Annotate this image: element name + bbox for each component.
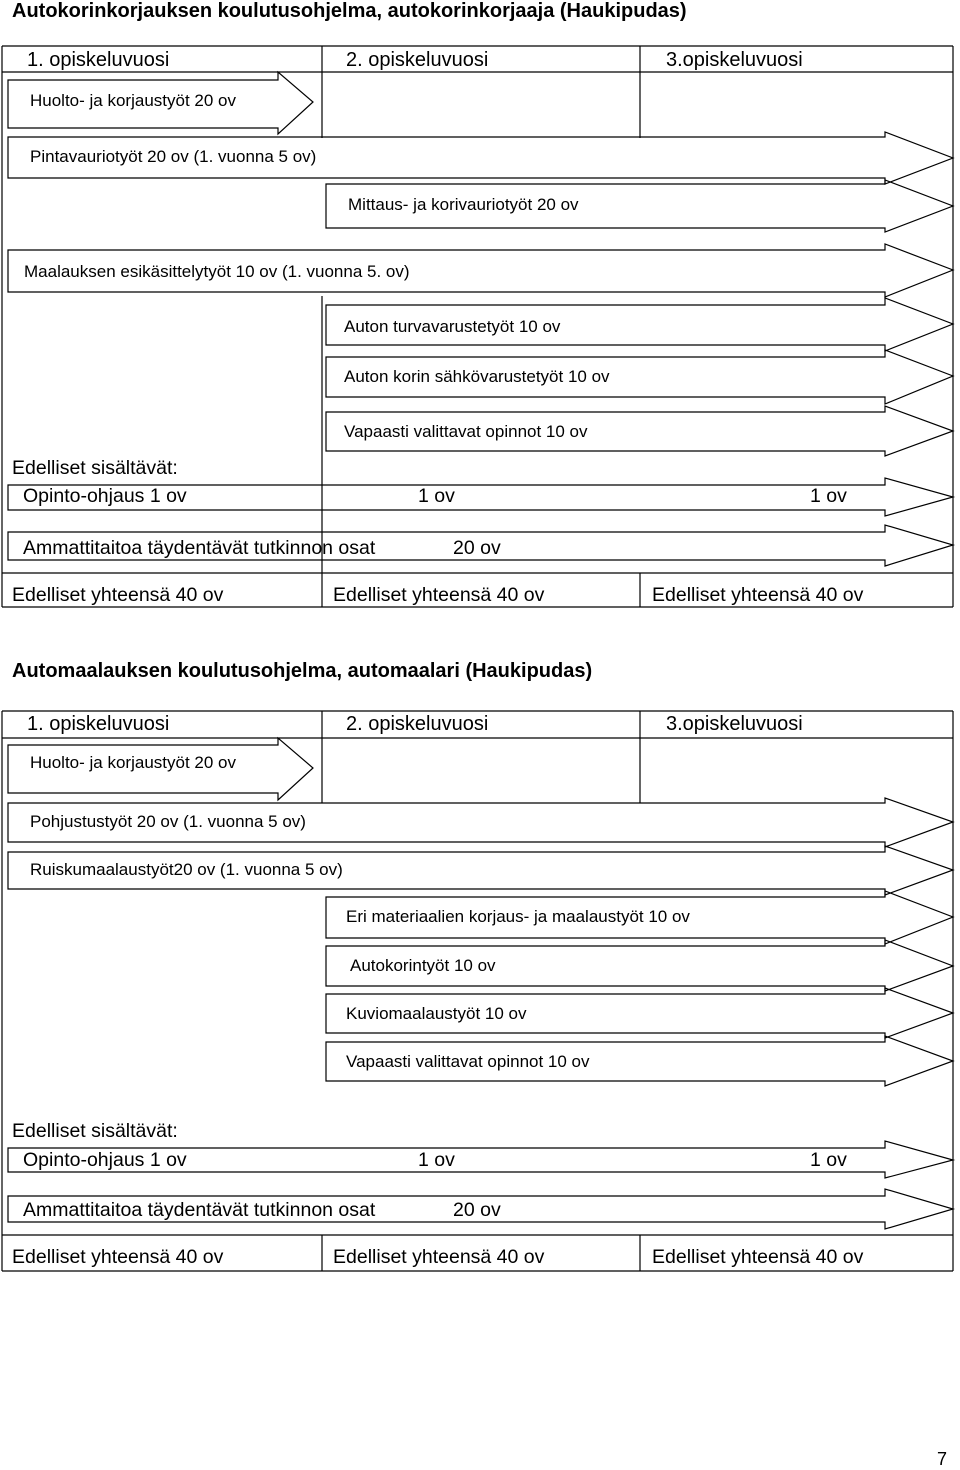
s1-module-mittaus: Mittaus- ja korivauriotyöt 20 ov	[348, 195, 579, 214]
s2-module-autokori: Autokorintyöt 10 ov	[350, 956, 496, 975]
s1-module-huolto: Huolto- ja korjaustyöt 20 ov	[30, 91, 236, 110]
s2-total-2: Edelliset yhteensä 40 ov	[333, 1246, 545, 1268]
s2-module-vapaa: Vapaasti valittavat opinnot 10 ov	[346, 1052, 590, 1071]
s2-year-2: 2. opiskeluvuosi	[346, 713, 489, 735]
s2-total-3: Edelliset yhteensä 40 ov	[652, 1246, 864, 1268]
s2-guidance-3: 1 ov	[810, 1149, 847, 1171]
s1-guidance-3: 1 ov	[810, 485, 847, 507]
s2-included-label: Edelliset sisältävät:	[12, 1120, 178, 1142]
section-1-title: Autokorinkorjauksen koulutusohjelma, autokorinkorjaaja (Haukipudas)	[12, 0, 687, 22]
section-2-title: Automaalauksen koulutusohjelma, automaalari (Haukipudas)	[12, 660, 593, 682]
s1-guidance-1: Opinto-ohjaus 1 ov	[23, 485, 187, 507]
s1-module-maalaus: Maalauksen esikäsittelytyöt 10 ov (1. vuonna 5. ov)	[24, 262, 410, 281]
s2-total-1: Edelliset yhteensä 40 ov	[12, 1246, 224, 1268]
s1-total-3: Edelliset yhteensä 40 ov	[652, 584, 864, 606]
s2-module-huolto: Huolto- ja korjaustyöt 20 ov	[30, 753, 236, 772]
s1-included-label: Edelliset sisältävät:	[12, 457, 178, 479]
s1-module-vapaa: Vapaasti valittavat opinnot 10 ov	[344, 422, 588, 441]
s2-guidance-2: 1 ov	[418, 1149, 455, 1171]
s1-module-pinta: Pintavauriotyöt 20 ov (1. vuonna 5 ov)	[30, 147, 317, 166]
s2-module-ruisku: Ruiskumaalaustyöt20 ov (1. vuonna 5 ov)	[30, 860, 343, 879]
s2-supplementary-label: Ammattitaitoa täydentävät tutkinnon osat	[23, 1199, 376, 1221]
s1-supplementary-value: 20 ov	[453, 537, 501, 559]
page-number: 7	[937, 1449, 948, 1469]
s1-module-turva: Auton turvavarustetyöt 10 ov	[344, 317, 561, 336]
s2-year-3: 3.opiskeluvuosi	[666, 713, 803, 735]
s1-year-1: 1. opiskeluvuosi	[27, 49, 170, 71]
s2-module-kuvio: Kuviomaalaustyöt 10 ov	[346, 1004, 527, 1023]
s2-year-1: 1. opiskeluvuosi	[27, 713, 170, 735]
s1-supplementary-label: Ammattitaitoa täydentävät tutkinnon osat	[23, 537, 376, 559]
s1-total-1: Edelliset yhteensä 40 ov	[12, 584, 224, 606]
s1-total-2: Edelliset yhteensä 40 ov	[333, 584, 545, 606]
s1-year-2: 2. opiskeluvuosi	[346, 49, 489, 71]
s1-module-sahko: Auton korin sähkövarustetyöt 10 ov	[344, 367, 610, 386]
s2-module-materiaali: Eri materiaalien korjaus- ja maalaustyöt 10 ov	[346, 907, 690, 926]
s2-supplementary-value: 20 ov	[453, 1199, 501, 1221]
s2-guidance-1: Opinto-ohjaus 1 ov	[23, 1149, 187, 1171]
s1-year-3: 3.opiskeluvuosi	[666, 49, 803, 71]
table-2-grid	[2, 711, 953, 1271]
s1-guidance-2: 1 ov	[418, 485, 455, 507]
s2-module-pohjustus: Pohjustustyöt 20 ov (1. vuonna 5 ov)	[30, 812, 306, 831]
